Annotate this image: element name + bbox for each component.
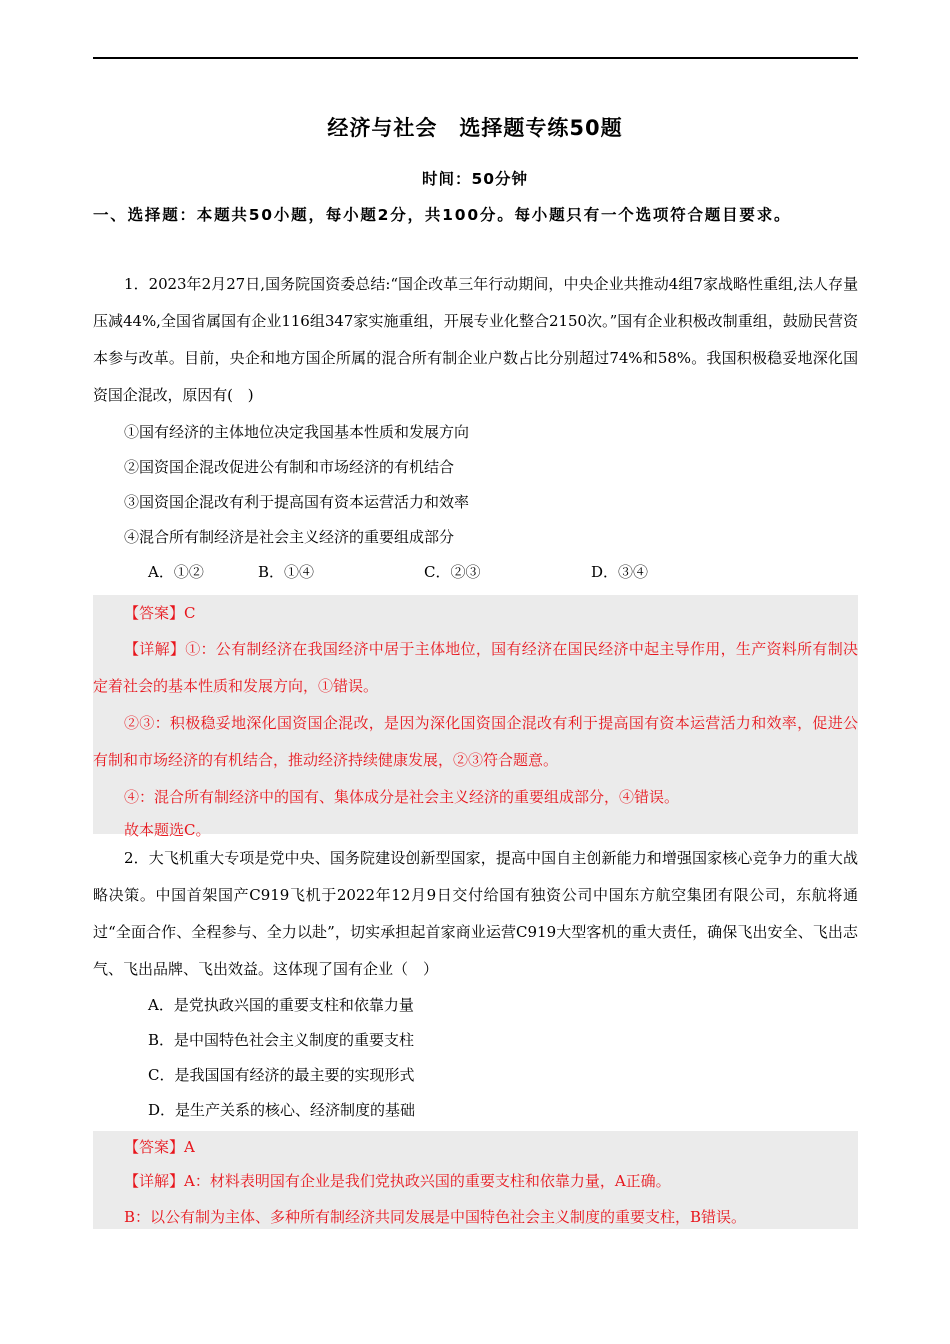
exam-time: 时间：50分钟 [421,170,529,188]
question-2-options [93,988,858,1128]
option-c: C．是我国国有经济的最主要的实现形式 [148,1066,415,1084]
question-2 [93,840,858,988]
option-b: B．①④ [258,563,315,581]
section-heading: 一、选择题：本题共50小题，每小题2分，共100分。每小题只有一个选项符合题目要求。 [93,206,792,224]
question-2-stem: 2．大飞机重大专项是党中央、国务院建设创新型国家，提高中国自主创新能力和增强国家核心竞争力的重大战略决策。中国首架国产C919飞机于2022年12月9日交付给国有独资公司中国东方航空集团有限公司，东航将通过“全面合作、全程参与、全力以赴”，切实承担起首家商业运营C919大型客机的重大责任，确保飞出安全、飞出志气、飞出品牌、飞出效益。这体现了国有企业（ ） [93,849,858,978]
option-c: C．②③ [424,563,481,581]
question-1-detail-2: ②③：积极稳妥地深化国资国企混改，是因为深化国资国企混改有利于提高国有资本运营活力和效率，促进公有制和市场经济的有机结合，推动经济持续健康发展，②③符合题意。 [93,714,858,769]
question-1-detail-1: 【详解】①：公有制经济在我国经济中居于主体地位，国有经济在国民经济中起主导作用，生产资料所有制决定着社会的基本性质和发展方向，①错误。 [93,640,858,695]
statement-4: ④混合所有制经济是社会主义经济的重要组成部分 [124,528,455,546]
question-1 [93,266,858,414]
question-2-answer: 【答案】A [124,1138,195,1156]
option-a: A．是党执政兴国的重要支柱和依靠力量 [148,996,414,1014]
question-1-stem: 1．2023年2月27日,国务院国资委总结:“国企改革三年行动期间，中央企业共推动4组7家战略性重组,法人存量压减44%,全国省属国有企业116组347家实施重组，开展专业化整合2150次。”国有企业积极改制重组，鼓励民营资本参与改革。目前，央企和地方国企所属的混合所有制企业户数占比分别超过74%和58%。我国积极稳妥地深化国资国企混改，原因有( ) [93,275,858,404]
page-title: 经济与社会 选择题专练50题 [327,116,623,140]
question-1-detail-3: ④：混合所有制经济中的国有、集体成分是社会主义经济的重要组成部分，④错误。 [124,788,680,806]
question-1-answer: 【答案】C [124,604,196,622]
option-d: D．是生产关系的核心、经济制度的基础 [148,1101,416,1119]
option-a: A．①② [148,563,204,581]
statement-3: ③国资国企混改有利于提高国有资本运营活力和效率 [124,493,470,511]
question-2-detail-2: B：以公有制为主体、多种所有制经济共同发展是中国特色社会主义制度的重要支柱，B错误。 [124,1208,747,1226]
question-2-answer-box [93,1131,858,1229]
question-1-options [93,555,858,590]
statement-1: ①国有经济的主体地位决定我国基本性质和发展方向 [124,423,470,441]
option-d: D．③④ [591,563,649,581]
question-1-detail-4: 故本题选C。 [124,821,211,839]
statement-2: ②国资国企混改促进公有制和市场经济的有机结合 [124,458,455,476]
option-b: B．是中国特色社会主义制度的重要支柱 [148,1031,415,1049]
question-2-detail-1: 【详解】A：材料表明国有企业是我们党执政兴国的重要支柱和依靠力量，A正确。 [124,1172,671,1190]
question-1-answer-box [93,595,858,839]
question-1-statements [93,415,858,590]
header-rule [93,57,858,59]
